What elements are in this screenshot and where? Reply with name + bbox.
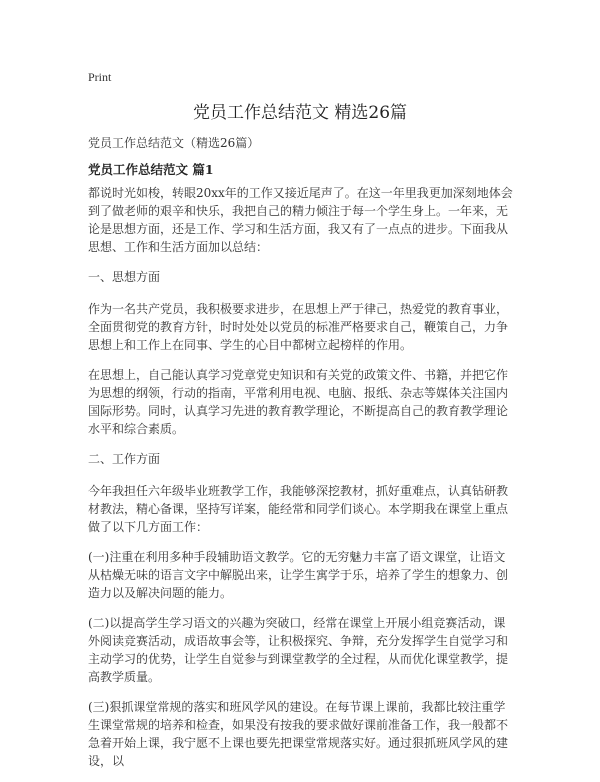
article-heading: 党员工作总结范文 篇1 — [88, 162, 214, 177]
page-title: 党员工作总结范文 精选26篇 — [192, 103, 408, 123]
paragraph: 在思想上，自己能认真学习党章党史知识和有关党的政策文件、书籍，并把它作为思想的纲领，行动的指南，平常利用电视、电脑、报纸、杂志等媒体关注国内国际形势。同时，认真学习先进的教育教学理论，不断提高自己的教育教学理论水平和综合素质。 — [88, 368, 509, 436]
paragraph: (二)以提高学生学习语文的兴趣为突破口，经常在课堂上开展小组竞赛活动，课外阅读竞赛活动，成语故事会等，让积极探究、争辩，充分发挥学生自觉学习和主动学习的优势，让学生自觉参与到课堂教学的全过程，从而优化课堂教学，提高教学质量。 — [88, 616, 509, 684]
print-link[interactable]: Print — [88, 70, 112, 84]
paragraph: 作为一名共产党员，我积极要求进步，在思想上严于律己，热爱党的教育事业，全面贯彻党的教育方针，时时处处以党员的标准严格要求自己，鞭策自己，力争思想上和工作上在同事、学生的心目中都树立起榜样的作用。 — [88, 302, 509, 352]
paragraph: (一)注重在利用多种手段辅助语文教学。它的无穷魅力丰富了语文课堂，让语文从枯燥无味的语言文字中解脱出来，让学生寓学于乐，培养了学生的想象力、创造力以及解决问题的能力。 — [88, 550, 509, 600]
paragraph: (三)狠抓课堂常规的落实和班风学风的建设。在每节课上课前，我都比较注重学生课堂常规的培养和检查，如果没有按我的要求做好课前准备工作，我一般都不急着开始上课，我宁愿不上课也要先把课堂常规落实好。通过狠抓班风学风的建设，以 — [88, 700, 509, 768]
article-body — [88, 184, 516, 782]
section-heading-thought: 一、思想方面 — [88, 270, 161, 284]
paragraph: 今年我担任六年级毕业班教学工作，我能够深挖教材，抓好重难点，认真钻研教材教法，精心备课，坚持写详案，能经常和同学们谈心。本学期我在课堂上重点做了以下几方面工作： — [88, 484, 509, 534]
paragraph-intro: 都说时光如梭，转眼20xx年的工作又接近尾声了。在这一年里我更加深刻地体会到了做老师的艰辛和快乐，我把自己的精力倾注于每一个学生身上。一年来，无论是思想方面，还是工作、学习和生活方面，我又有了一点点的进步。下面我从思想、工作和生活方面加以总结： — [88, 186, 513, 254]
article-subtitle: 党员工作总结范文（精选26篇） — [88, 136, 260, 150]
section-heading-work: 二、工作方面 — [88, 452, 161, 466]
